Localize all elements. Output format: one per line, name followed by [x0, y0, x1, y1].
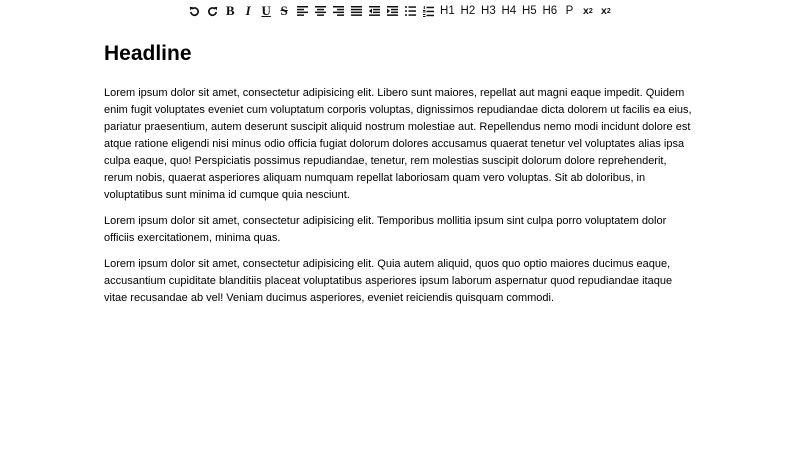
paragraph[interactable]: Lorem ipsum dolor sit amet, consectetur adipisicing elit. Temporibus mollitia ipsum sint culpa porro voluptatem dolor officiis exercitationem, minima quas. — [104, 215, 667, 244]
align-left-button[interactable] — [296, 3, 309, 19]
bold-button[interactable]: B — [225, 3, 235, 18]
heading-4-button[interactable]: H4 — [501, 5, 517, 17]
numbered-list-icon — [423, 6, 434, 17]
align-center-icon — [315, 6, 326, 16]
align-left-icon — [297, 6, 308, 16]
paragraph[interactable]: Lorem ipsum dolor sit amet, consectetur adipisicing elit. Libero sunt maiores, repellat aut magni eaque impedit. Quidem enim fugit voluptates eveniet cum voluptatum corporis voluptas, dignissimos repudiandae dicta dolorem ut facilis ea eius, pariatur praesentium, autem deserunt suscipit aliquid nostrum molestiae aut. Repellendus nemo modi incidunt dolore est atque ratione eligendi nisi minus odio officia fugiat dolorum dolores accusamus quaerat tenetur vel voluptates alias ipsa culpa eaque, quo! Perspiciatis possimus repudiandae, tenetur, rem molestias suscipit dolorum dolore reprehenderit, rerum nobis, quaerat asperiores aliquam numquam repellat laboriosam quam vero voluptas. Sit ab doloribus, in voluptatibus sunt minima id cumque quia nesciunt. — [104, 87, 692, 201]
heading-1-button[interactable]: H1 — [440, 5, 455, 17]
outdent-button[interactable] — [368, 3, 381, 19]
heading-5-button[interactable]: H5 — [521, 5, 537, 17]
undo-button[interactable] — [188, 3, 201, 19]
numbered-list-button[interactable] — [422, 3, 435, 19]
redo-button[interactable] — [206, 3, 219, 19]
indent-button[interactable] — [386, 3, 399, 19]
align-right-icon — [333, 6, 344, 16]
undo-icon — [189, 6, 200, 17]
heading-6-button[interactable]: H6 — [542, 5, 558, 17]
align-justify-icon — [351, 6, 362, 16]
align-center-button[interactable] — [314, 3, 327, 19]
superscript-mark: 2 — [606, 7, 611, 15]
align-justify-button[interactable] — [350, 3, 363, 19]
indent-icon — [387, 6, 398, 16]
italic-button[interactable]: I — [245, 3, 251, 18]
paragraph-button[interactable]: P — [565, 5, 574, 17]
superscript-base: x — [600, 5, 607, 17]
bullet-list-icon — [405, 6, 416, 16]
subscript-mark: 2 — [588, 7, 593, 15]
underline-button[interactable]: U — [261, 3, 271, 18]
outdent-icon — [369, 6, 380, 16]
subscript-base: x — [582, 5, 589, 17]
bullet-list-button[interactable] — [404, 3, 417, 19]
strikethrough-button[interactable]: S — [280, 3, 288, 18]
superscript-button[interactable] — [599, 3, 612, 19]
align-right-button[interactable] — [332, 3, 345, 19]
subscript-button[interactable] — [581, 3, 594, 19]
redo-icon — [207, 6, 218, 17]
paragraph[interactable]: Lorem ipsum dolor sit amet, consectetur adipisicing elit. Quia autem aliquid, quos quo optio maiores ducimus eaque, accusantium cupiditate blanditiis placeat voluptatibus asperiores ipsum laborum aspernatur quod repudiandae itaque vitae recusandae ab vel! Veniam ducimus asperiores, eveniet reiciendis quisquam commodi. — [104, 258, 673, 304]
headline[interactable]: Headline — [104, 42, 192, 65]
heading-3-button[interactable]: H3 — [481, 5, 496, 17]
heading-2-button[interactable]: H2 — [460, 5, 476, 17]
editor-content[interactable] — [104, 40, 696, 316]
formatting-toolbar — [0, 3, 800, 19]
